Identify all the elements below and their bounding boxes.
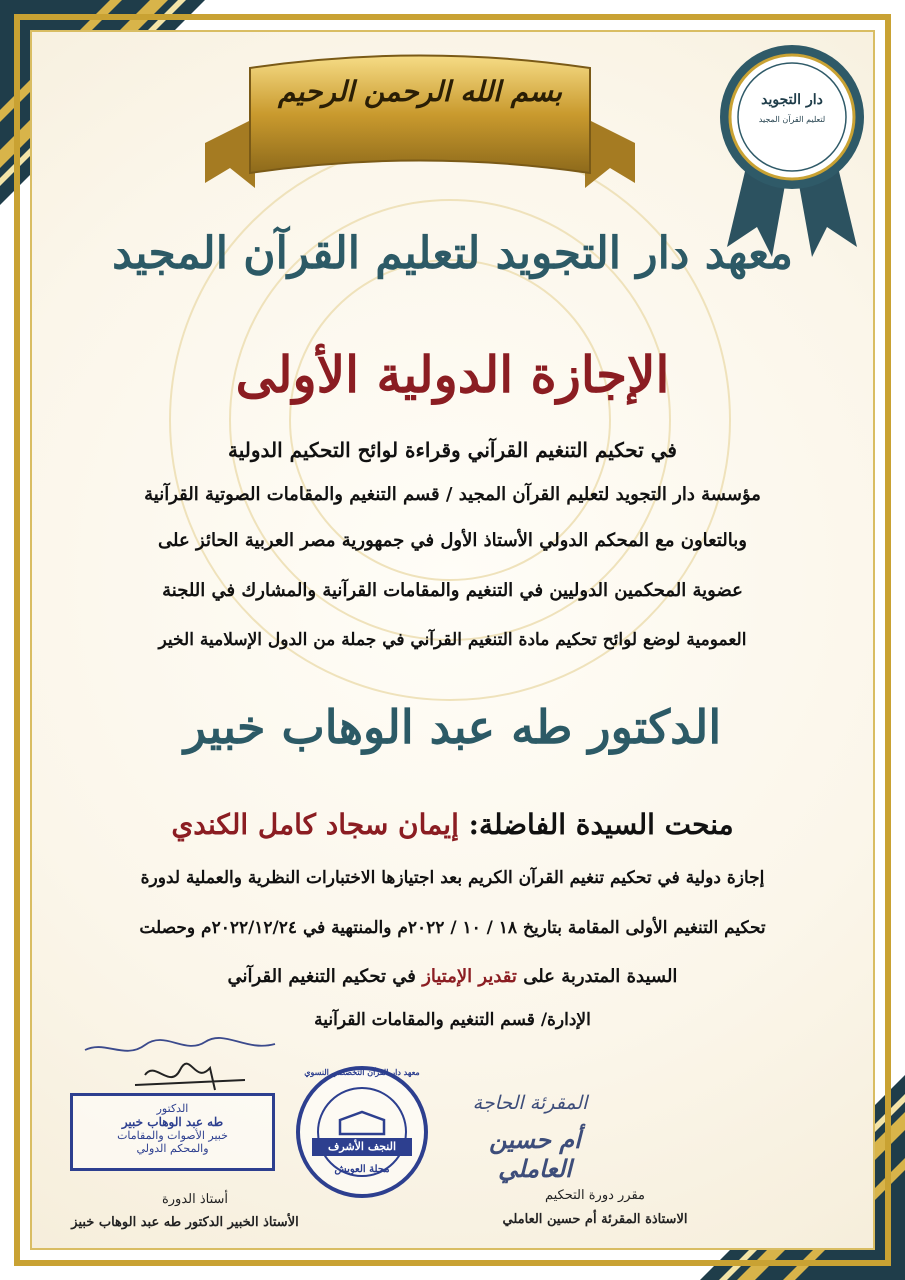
basmala-banner: [205, 48, 635, 198]
recipient-name: إيمان سجاد كامل الكندي: [171, 808, 459, 841]
grade-before: السيدة المتدربة على: [523, 966, 678, 987]
right-signature-line2: أم حسين العاملي: [489, 1125, 581, 1183]
institute-name: معهد دار التجويد لتعليم القرآن المجيد: [112, 228, 793, 279]
left-stamp: [70, 1093, 275, 1171]
grant-label: منحت السيدة الفاضلة:: [468, 808, 734, 841]
left-caption-role: أستاذ الدورة: [161, 1192, 229, 1207]
intro-line-5: العمومية لوضع لوائح تحكيم مادة التنغيم القرآني في جملة من الدول الإسلامية الخير: [158, 630, 747, 650]
left-caption-name: الأستاذ الخبير الدكتور طه عبد الوهاب خبيز: [71, 1215, 299, 1230]
left-stamp-line4: والمحكم الدولي: [136, 1142, 209, 1155]
grant-line: [90, 808, 815, 841]
honoree-name: الدكتور طه عبد الوهاب خبير: [183, 700, 722, 754]
center-stamp-bottom: محلة العويش: [334, 1164, 390, 1175]
intro-line-1: في تحكيم التنغيم القرآني وقراءة لوائح التحكيم الدولية: [228, 438, 677, 462]
right-caption-name: الاستاذة المقرئة أم حسين العاملي: [502, 1212, 688, 1227]
handwritten-signature-left: [75, 1030, 295, 1100]
right-signature-line1: المقرئة الحاجة: [472, 1092, 588, 1114]
left-stamp-line2: طه عبد الوهاب خبير: [121, 1115, 224, 1129]
intro-line-3: وبالتعاون مع المحكم الدولي الأستاذ الأول في جمهورية مصر العربية الحائز على: [158, 530, 747, 551]
grade-value: تقدير الإمتياز: [422, 966, 517, 987]
seal-logo-top: دار التجويد: [761, 92, 823, 108]
grade-line: [70, 966, 835, 987]
grant-line-2: تحكيم التنغيم الأولى المقامة بتاريخ ١٨ / ١٠ / ٢٠٢٢م والمنتهية في ٢٠٢٢/١٢/٢٤م وحصلت: [139, 918, 766, 938]
left-stamp-line3: خبير الأصوات والمقامات: [117, 1129, 228, 1142]
grade-after: في تحكيم التنغيم القرآني: [227, 966, 416, 987]
grant-line-1: إجازة دولية في تحكيم تنغيم القرآن الكريم بعد اجتيازها الاختبارات النظرية والعملية لدورة: [140, 868, 765, 888]
intro-line-4: عضوية المحكمين الدوليين في التنغيم والمقامات القرآنية والمشارك في اللجنة: [162, 580, 743, 601]
center-stamp-band: النجف الأشرف: [327, 1140, 397, 1153]
left-stamp-line1: الدكتور: [156, 1102, 189, 1115]
center-round-stamp: [292, 1062, 432, 1202]
certificate-title: الإجازة الدولية الأولى: [235, 345, 670, 404]
basmala-text: بسم الله الرحمن الرحيم: [278, 75, 562, 108]
intro-line-2: مؤسسة دار التجويد لتعليم القرآن المجيد / قسم التنغيم والمقامات الصوتية القرآنية: [144, 484, 761, 505]
department-line: الإدارة/ قسم التنغيم والمقامات القرآنية: [314, 1010, 591, 1030]
center-stamp-ring-text: معهد دار القرآن التخصصي النسوي: [304, 1067, 420, 1077]
right-caption-role: مقرر دورة التحكيم: [544, 1188, 646, 1203]
seal-logo-bottom: لتعليم القرآن المجيد: [758, 115, 826, 124]
